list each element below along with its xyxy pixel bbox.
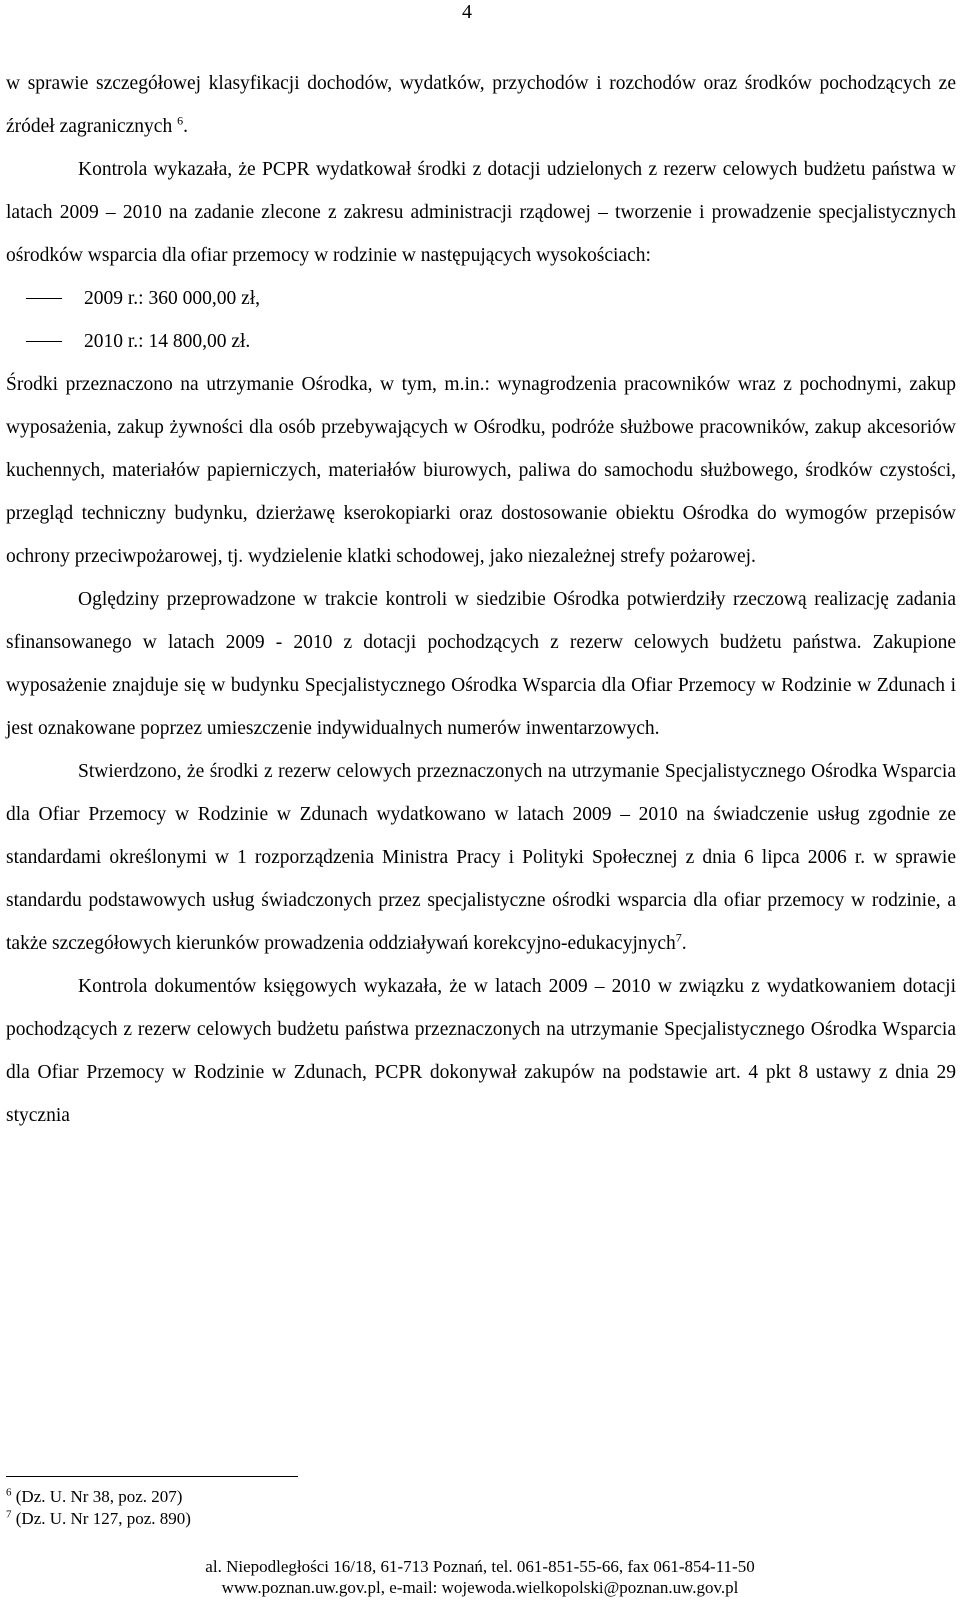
dash-bullet [26,341,62,343]
list-item [6,277,956,320]
paragraph-inspection: Oględziny przeprowadzone w trakcie kontroli w siedzibie Ośrodka potwierdziły rzeczową realizację zadania sfinansowanego w latach 2009 - 2010 z dotacji pochodzących z rezerw celowych budżetu państwa. Zakupione wyposażenie znajduje się w budynku Specjalistycznego Ośrodka Wsparcia dla Ofiar Przemocy w Rodzinie w Zdunach i jest oznakowane poprzez umieszczenie indywidualnych numerów inwentarzowych. [6,589,956,739]
paragraph-text: w sprawie szczegółowej klasyfikacji dochodów, wydatków, przychodów i rozchodów oraz środków pochodzących ze źródeł zagranicznych [6,73,956,137]
paragraph-accounting: Kontrola dokumentów księgowych wykazała, że w latach 2009 – 2010 w związku z wydatkowaniem dotacji pochodzących z rezerw celowych budżetu państwa przeznaczonych na utrzymanie Specjalistycznego Ośrodka Wsparcia dla Ofiar Przemocy w Rodzinie w Zdunach, PCPR dokonywał zakupów na podstawie art. 4 pkt 8 ustawy z dnia 29 stycznia [6,976,956,1126]
footer-contact: www.poznan.uw.gov.pl, e-mail: wojewoda.wielkopolski@poznan.uw.gov.pl [221,1578,739,1597]
document-body [6,62,956,1137]
paragraph-expenses: Środki przeznaczono na utrzymanie Ośrodka, w tym, m.in.: wynagrodzenia pracowników wraz z pochodnymi, zakup wyposażenia, zakup żywności dla osób przebywających w Ośrodku, podróże służbowe pracowników, zakup akcesoriów kuchennych, materiałów papierniczych, materiałów biurowych, paliwa do samochodu służbowego, środków czystości, przegląd techniczny budynku, dzierżawę kserokopiarki oraz dostosowanie obiektu Ośrodka do wymogów przepisów ochrony przeciwpożarowej, tj. wydzielenie klatki schodowej, jako niezależnej strefy pożarowej. [6,374,956,567]
list-item [6,320,956,363]
list-item-text: 2009 r.: 360 000,00 zł, [84,288,261,309]
paragraph-finding: Stwierdzono, że środki z rezerw celowych przeznaczonych na utrzymanie Specjalistycznego Ośrodka Wsparcia dla Ofiar Przemocy w Rodzinie w Zdunach wydatkowano w latach 2009 – 2010 na świadczenie usług zgodnie ze standardami określonymi w 1 rozporządzenia Ministra Pracy i Polityki Społecznej z dnia 6 lipca 2006 r. w sprawie standardu podstawowych usług świadczonych przez specjalistyczne ośrodki wsparcia dla ofiar przemocy w rodzinie, a także szczegółowych kierunków prowadzenia oddziaływań korekcyjno-edukacyjnych$^7$. [6,761,956,954]
footnote-ref: 6 [177,113,184,128]
footnotes [6,1486,191,1530]
paragraph-continuation: w sprawie szczegółowej klasyfikacji dochodów, wydatków, przychodów i rozchodów oraz środków pochodzących ze źródeł zagranicznych $^6$. [6,73,956,137]
dash-bullet [26,298,62,300]
list-item-text: 2010 r.: 14 800,00 zł. [84,331,251,352]
footnote-item: $^6$ (Dz. U. Nr 38, poz. 207) [6,1486,183,1506]
page-number: 4 [462,1,472,23]
paragraph-control-findings: Kontrola wykazała, że PCPR wydatkował środki z dotacji udzielonych z rezerw celowych budżetu państwa w latach 2009 – 2010 na zadanie zlecone z zakresu administracji rządowej – tworzenie i prowadzenie specjalistycznych ośrodków wsparcia dla ofiar przemocy w rodzinie w następujących wysokościach: [6,159,956,266]
paragraph-text: Stwierdzono, że środki z rezerw celowych przeznaczonych na utrzymanie Specjalistycznego Ośrodka Wsparcia dla Ofiar Przemocy w Rodzinie w Zdunach wydatkowano w latach 2009 – 2010 na świadczenie usług zgodnie ze standardami określonymi w 1 rozporządzenia Ministra Pracy i Polityki Społecznej z dnia 6 lipca 2006 r. w sprawie standardu podstawowych usług świadczonych przez specjalistyczne ośrodki wsparcia dla ofiar przemocy w rodzinie, a także szczegółowych kierunków prowadzenia oddziaływań korekcyjno-edukacyjnych [6,761,956,954]
footnote-item: $^7$ (Dz. U. Nr 127, poz. 890) [6,1508,191,1528]
footnote-ref: 7 [675,930,682,945]
footnote-divider [6,1476,298,1477]
page-footer [0,1556,960,1598]
footer-address: al. Niepodległości 16/18, 61-713 Poznań, tel. 061-851-55-66, fax 061-854-11-50 [205,1557,755,1576]
